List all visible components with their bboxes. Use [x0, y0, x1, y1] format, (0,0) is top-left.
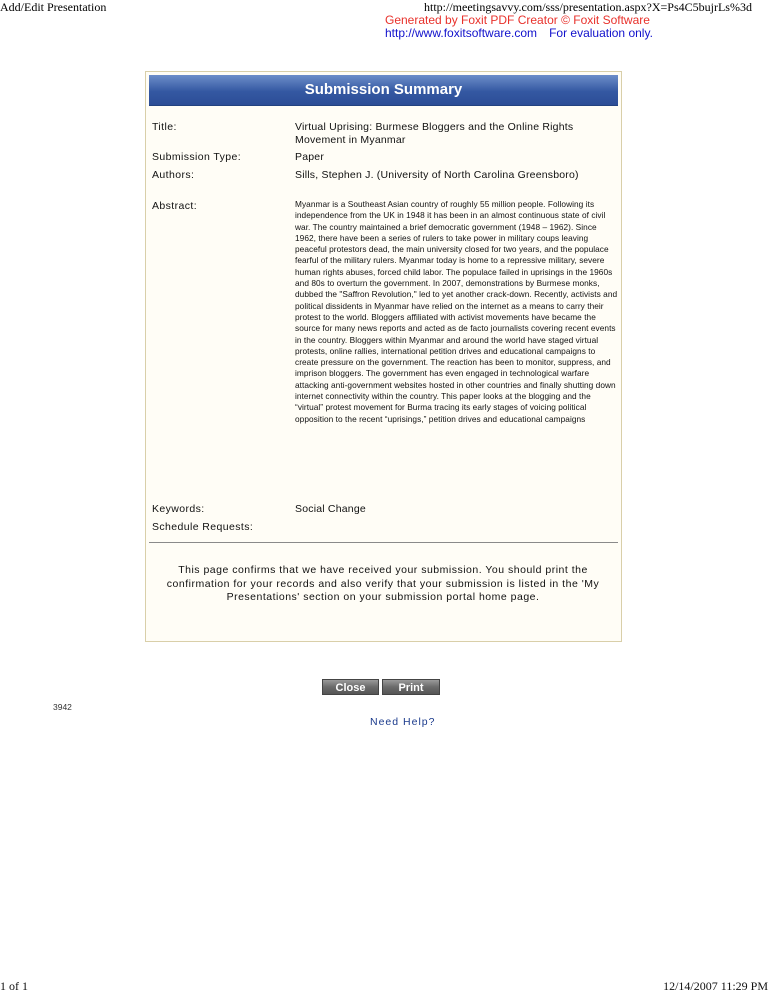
submission-id: 3942: [53, 702, 72, 712]
keywords-label: Keywords:: [152, 503, 205, 515]
abstract-value: Myanmar is a Southeast Asian country of roughly 55 million people. Following its independence from the UK in 1948 it has been in an almost continuous state of civil war. The country maintained a brief democratic government (1948 – 1962). Since 1962, there have been a series of rulers to take power in military coups leaving peaceful protestors dead, the main university closed for two years, and the populace fearful of the military rulers. Myanmar today is home to a repressive military, severe human rights abuses, forced child labor. The populace failed in uprisings in the 1960s and 80s to overturn the government. In 2007, demonstrations by Burmese monks, dubbed the "Saffron Revolution," led to yet another crack-down. Recently, activists and political dissidents in Myanmar have relied on the internet as a means to carry their protest to the world. Bloggers affiliated with activist movements have became the source for many news reports and acted as de facto journalists covering recent events in the country. Bloggers within Myanmar and around the world have staged virtual protests, online rallies, international petition drives and educational campaigns to create pressure on the government. The reaction has been to monitor, suppress, and imprison bloggers. The government has even engaged in technological warfare attacking anti-government websites hosted in other countries and finally shutting down internet connectivity within the country. This paper looks at the blogging and the “virtual” protest movement for Burma tracing its early stages of voicing political opposition to the recent “uprisings,” petition drives and educational campaigns: [295, 199, 618, 424]
submission-summary-panel: [145, 71, 622, 642]
print-datetime: 12/14/2007 11:29 PM: [663, 979, 768, 993]
action-buttons: [322, 679, 440, 695]
print-page-count: 1 of 1: [0, 979, 28, 993]
schedule-requests-label: Schedule Requests:: [152, 521, 254, 533]
need-help-link[interactable]: Need Help?: [370, 716, 436, 728]
print-button[interactable]: Print: [382, 679, 440, 695]
abstract-label: Abstract:: [152, 200, 198, 212]
authors-label: Authors:: [152, 169, 195, 181]
print-url: http://meetingsavvy.com/sss/presentation.aspx?X=Ps4C5bujrLs%3d: [424, 0, 752, 14]
confirmation-message: This page confirms that we have received your submission. You should print the confirmation for your records and also verify that your submission is listed in the 'My Presentations' section on your submission portal home page.: [166, 564, 600, 603]
authors-value: Sills, Stephen J. (University of North Carolina Greensboro): [295, 169, 579, 181]
close-button[interactable]: Close: [322, 679, 379, 695]
print-page-title: Add/Edit Presentation: [0, 0, 107, 14]
keywords-value: Social Change: [295, 503, 366, 515]
foxit-link[interactable]: http://www.foxitsoftware.com: [385, 26, 538, 40]
divider: [149, 542, 618, 543]
submission-type-value: Paper: [295, 151, 325, 163]
submission-type-label: Submission Type:: [152, 151, 242, 163]
foxit-watermark-links: [385, 26, 653, 40]
title-label: Title:: [152, 121, 177, 133]
title-value: Virtual Uprising: Burmese Bloggers and the Online Rights Movement in Myanmar: [295, 121, 574, 146]
foxit-evaluation-note: For evaluation only.: [549, 26, 653, 40]
foxit-watermark: Generated by Foxit PDF Creator © Foxit Software: [385, 13, 650, 27]
panel-title: Submission Summary: [149, 75, 618, 106]
